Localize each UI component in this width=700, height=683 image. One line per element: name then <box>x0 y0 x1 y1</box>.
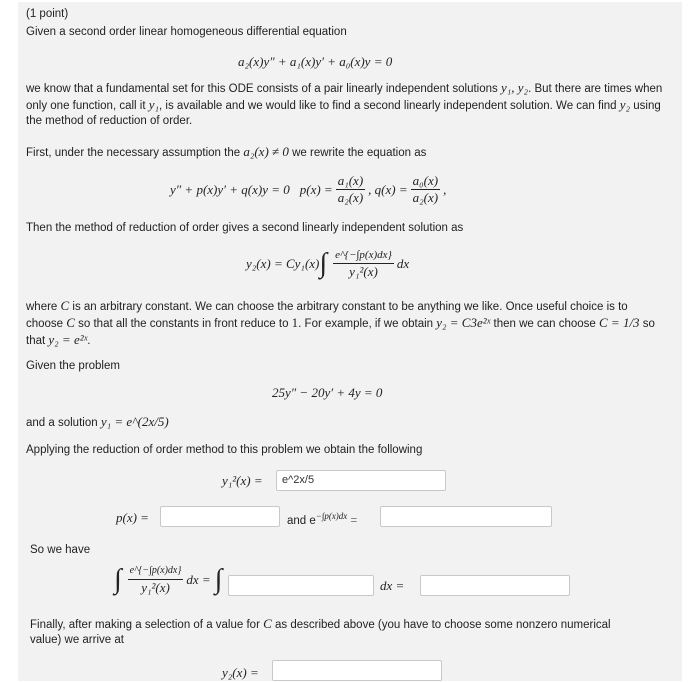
points-label: (1 point) <box>26 8 69 20</box>
given-solution: and a solution y₁ = e^(2x/5) <box>26 414 169 429</box>
y1-squared-label: y₁²(x) = <box>222 473 263 488</box>
y1-squared-input[interactable]: e^2x/5 <box>276 470 446 491</box>
integral-result-input[interactable] <box>420 575 570 596</box>
final-text: Finally, after making a selection of a value for C as described above (you have to choose some nonzero numerical value) we arrive at <box>30 616 611 646</box>
symbol-y2: y₂ <box>619 97 631 112</box>
general-ode: a₂(x)y″ + a₁(x)y′ + a₀(x)y = 0 <box>238 54 393 69</box>
standard-form-equation: y″ + p(x)y′ + q(x)y = 0 p(x) = $\frac{\text{a₁(x)}}{\text{a₂(x)}}$ , q(x) = $\frac{\text{a₀(x)}}{\text{a₂(x)}}$ , <box>170 173 447 205</box>
dx-equals: dx = <box>380 578 405 593</box>
exp-label: and $e^{-\int p(x)dx}$ = <box>287 511 358 527</box>
integrand-input[interactable] <box>228 575 374 596</box>
given-problem: Given the problem <box>26 360 120 372</box>
y2-input[interactable] <box>272 660 442 681</box>
intro-line: Given a second order linear homogeneous differential equation <box>26 26 347 38</box>
symbol-y1: y₁ <box>148 97 160 112</box>
rewrite-line: First, under the necessary assumption the a₂(x) ≠ 0 we rewrite the equation as <box>26 144 427 159</box>
symbol-y1-y2: y₁, y₂ <box>500 80 529 95</box>
exp-input[interactable] <box>380 506 552 527</box>
so-we-have: So we have <box>30 544 91 556</box>
constant-note: where C is an arbitrary constant. We can choose the arbitrary constant to be anything we like. Once useful choice is to choose C so that all the constants in front reduce to 1. For example, if we obtain y₂ = C3e²ˣ then we can choose C = 1/3 so that y₂ = e²ˣ. <box>26 298 655 347</box>
p-label: p(x) = <box>116 510 149 525</box>
problem-ode: 25y″ − 20y′ + 4y = 0 <box>272 385 383 400</box>
reduction-line: Then the method of reduction of order gives a second linearly independent solution as <box>26 222 464 234</box>
y2-label: y₂(x) = <box>222 665 259 680</box>
applying-line: Applying the reduction of order method to this problem we obtain the following <box>26 444 423 456</box>
p-input[interactable] <box>160 506 280 527</box>
intro-paragraph: we know that a fundamental set for this ODE consists of a pair linearly independent solutions y₁, y₂. But there are times when only one function, call it y₁, is available and we would like to find a second linearly independent solution. We can find y₂ using the method of reduction of order. <box>26 80 663 127</box>
integral-expression: ∫ $\frac{e\^{}\{-\int p(x)dx\}}{\text{y₁²(x)}}$ dx = ∫ <box>114 563 223 595</box>
reduction-formula: y₂(x) = Cy₁(x) ∫ $\frac{e\^{}\{-\int p(x)dx\}}{\text{y₁²(x)}}$ dx <box>246 247 410 279</box>
